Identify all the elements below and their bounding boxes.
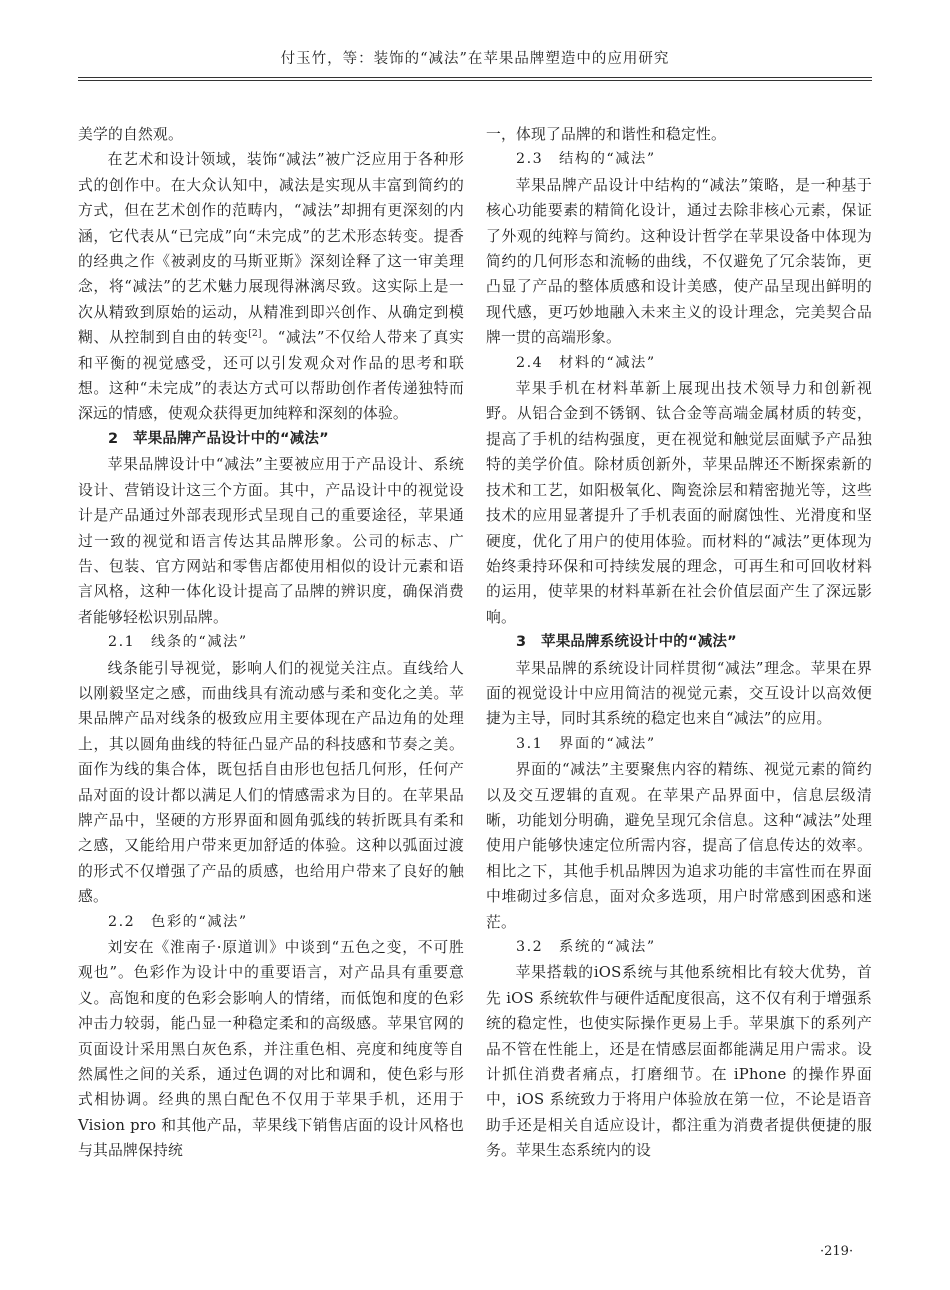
citation-ref: [2] <box>248 329 262 340</box>
right-column <box>486 122 872 1164</box>
subsection-heading-2-3: 2.3 结构的“减法” <box>516 151 656 168</box>
paragraph-materials: 苹果手机在材料革新上展现出技术领导力和创新视野。从铝合金到不锈钢、钛合金等高端金属材质的转变，提高了手机的结构强度，更在视觉和触觉层面赋予产品独特的美学价值。除材质创新外，苹果品牌还不断探索新的技术和工艺，如阳极氧化、陶瓷涂层和精密抛光等，这些技术的应用显著提升了手机表面的耐腐蚀性、光滑度和坚硬度，优化了用户的使用体验。而材料的“减法”更体现为始终秉持环保和可持续发展的理念，可再生和可回收材料的运用，使苹果的材料革新在社会价值层面产生了深远影响。 <box>486 380 872 626</box>
paragraph-product-design: 苹果品牌设计中“减法”主要被应用于产品设计、系统设计、营销设计这三个方面。其中，产品设计中的视觉设计是产品通过外部表现形式呈现自己的重要途径，苹果通过一致的视觉和语言传达其品牌形象。公司的标志、广告、包装、官方网站和零售店都使用相似的设计元素和语言风格，这种一体化设计提高了品牌的辨识度，确保消费者能够轻松识别品牌。 <box>78 456 464 626</box>
paragraph-lines: 线条能引导视觉，影响人们的视觉关注点。直线给人以刚毅坚定之感，而曲线具有流动感与柔和变化之美。苹果品牌产品对线条的极致应用主要体现在产品边角的处理上，其以圆角曲线的特征凸显产品的科技感和节奏之美。面作为线的集合体，既包括自由形也包括几何形，任何产品对面的设计都以满足人们的情感需求为目的。在苹果品牌产品中，坚硬的方形界面和圆角弧线的转折既具有柔和之感，又能给用户带来更加舒适的体验。这种以弧面过渡的形式不仅增强了产品的质感，也给用户带来了良好的触感。 <box>78 659 464 906</box>
left-column <box>78 122 464 1164</box>
paragraph-continuation: 美学的自然观。 <box>78 126 183 143</box>
paragraph-art-subtraction <box>78 147 464 426</box>
page-number: ·219· <box>820 1244 854 1259</box>
subsection-heading-3-2: 3.2 系统的“减法” <box>516 939 656 955</box>
paragraph-text: 。“减法”不仅给人带来了真实和平衡的视觉感受，还可以引发观众对作品的思考和联想。这种“未完成”的表达方式可以帮助创作者传递独特而深远的情感，使观众获得更加纯粹和深刻的体验。 <box>78 329 464 423</box>
paragraph-text: 在艺术和设计领域，装饰“减法”被广泛应用于各种形式的创作中。在大众认知中，减法是实现从丰富到简约的方式，但在艺术创作的范畴内，“减法”却拥有更深刻的内涵，它代表从“已完成”向“未完成”的艺术形态转变。提香的经典之作《被剥皮的马斯亚斯》深刻诠释了这一审美理念，将“减法”的艺术魅力展现得淋漓尽致。这实际上是一次从精致到原始的运动，从精准到即兴创作、从确定到模糊、从控制到自由的转变 <box>78 151 464 347</box>
section-heading-2: 2 苹果品牌产品设计中的“减法” <box>108 430 329 447</box>
section-heading-3: 3 苹果品牌系统设计中的“减法” <box>516 634 737 651</box>
subsection-heading-2-4: 2.4 材料的“减法” <box>516 354 656 371</box>
header-rule-bottom <box>78 80 872 81</box>
subsection-heading-2-2: 2.2 色彩的“减法” <box>108 913 248 930</box>
paragraph-interface: 界面的“减法”主要聚焦内容的精练、视觉元素的简约以及交互逻辑的直观。在苹果产品界面中，信息层级清晰，功能划分明确，避免呈现冗余信息。这种“减法”处理使用户能够快速定位所需内容，提高了信息传达的效率。相比之下，其他手机品牌因为追求功能的丰富性而在界面中堆砌过多信息，面对众多选项，用户时常感到困惑和迷茫。 <box>486 761 872 931</box>
subsection-heading-2-1: 2.1 线条的“减法” <box>108 634 248 651</box>
paragraph-color: 刘安在《淮南子·原道训》中谈到“五色之变，不可胜观也”。色彩作为设计中的重要语言，对产品具有重要意义。高饱和度的色彩会影响人的情绪，而低饱和度的色彩冲击力较弱，能凸显一种稳定柔和的高级感。苹果官网的页面设计采用黑白灰色系，并注重色相、亮度和纯度等自然属性之间的关系，通过色调的对比和调和，使色彩与形式相协调。经典的黑白配色不仅用于苹果手机，还用于 Vision pro 和其他产品，苹果线下销售店面的设计风格也与其品牌保持统 <box>78 939 464 1160</box>
paragraph-system: 苹果搭载的iOS系统与其他系统相比有较大优势，首先 iOS 系统软件与硬件适配度很高，这不仅有利于增强系统的稳定性，也使实际操作更易上手。苹果旗下的系列产品不管在性能上，还是在情感层面都能满足用户需求。设计抓住消费者痛点，打磨细节。在 iPhone 的操作界面中，iOS 系统致力于将用户体验放在第一位，不论是语音助手还是相关自适应设计，都注重为消费者提供便捷的服务。苹果生态系统内的设 <box>486 964 872 1160</box>
header-rule-top <box>78 77 872 78</box>
subsection-heading-3-1: 3.1 界面的“减法” <box>516 735 656 752</box>
paragraph-continuation: 一，体现了品牌的和谐性和稳定性。 <box>486 126 726 143</box>
paragraph-structure: 苹果品牌产品设计中结构的“减法”策略，是一种基于核心功能要素的精简化设计，通过去除非核心元素，保证了外观的纯粹与简约。这种设计哲学在苹果设备中体现为简约的几何形态和流畅的曲线，不仅避免了冗余装饰，更凸显了产品的整体质感和设计美感，使产品呈现出鲜明的现代感，更巧妙地融入未来主义的设计理念，完美契合品牌一贯的高端形象。 <box>486 176 872 347</box>
running-header: 付玉竹，等：装饰的“减法”在苹果品牌塑造中的应用研究 <box>280 51 670 67</box>
paragraph-system-design: 苹果品牌的系统设计同样贯彻“减法”理念。苹果在界面的视觉设计中应用简洁的视觉元素，交互设计以高效便捷为主导，同时其系统的稳定也来自“减法”的应用。 <box>486 659 872 728</box>
